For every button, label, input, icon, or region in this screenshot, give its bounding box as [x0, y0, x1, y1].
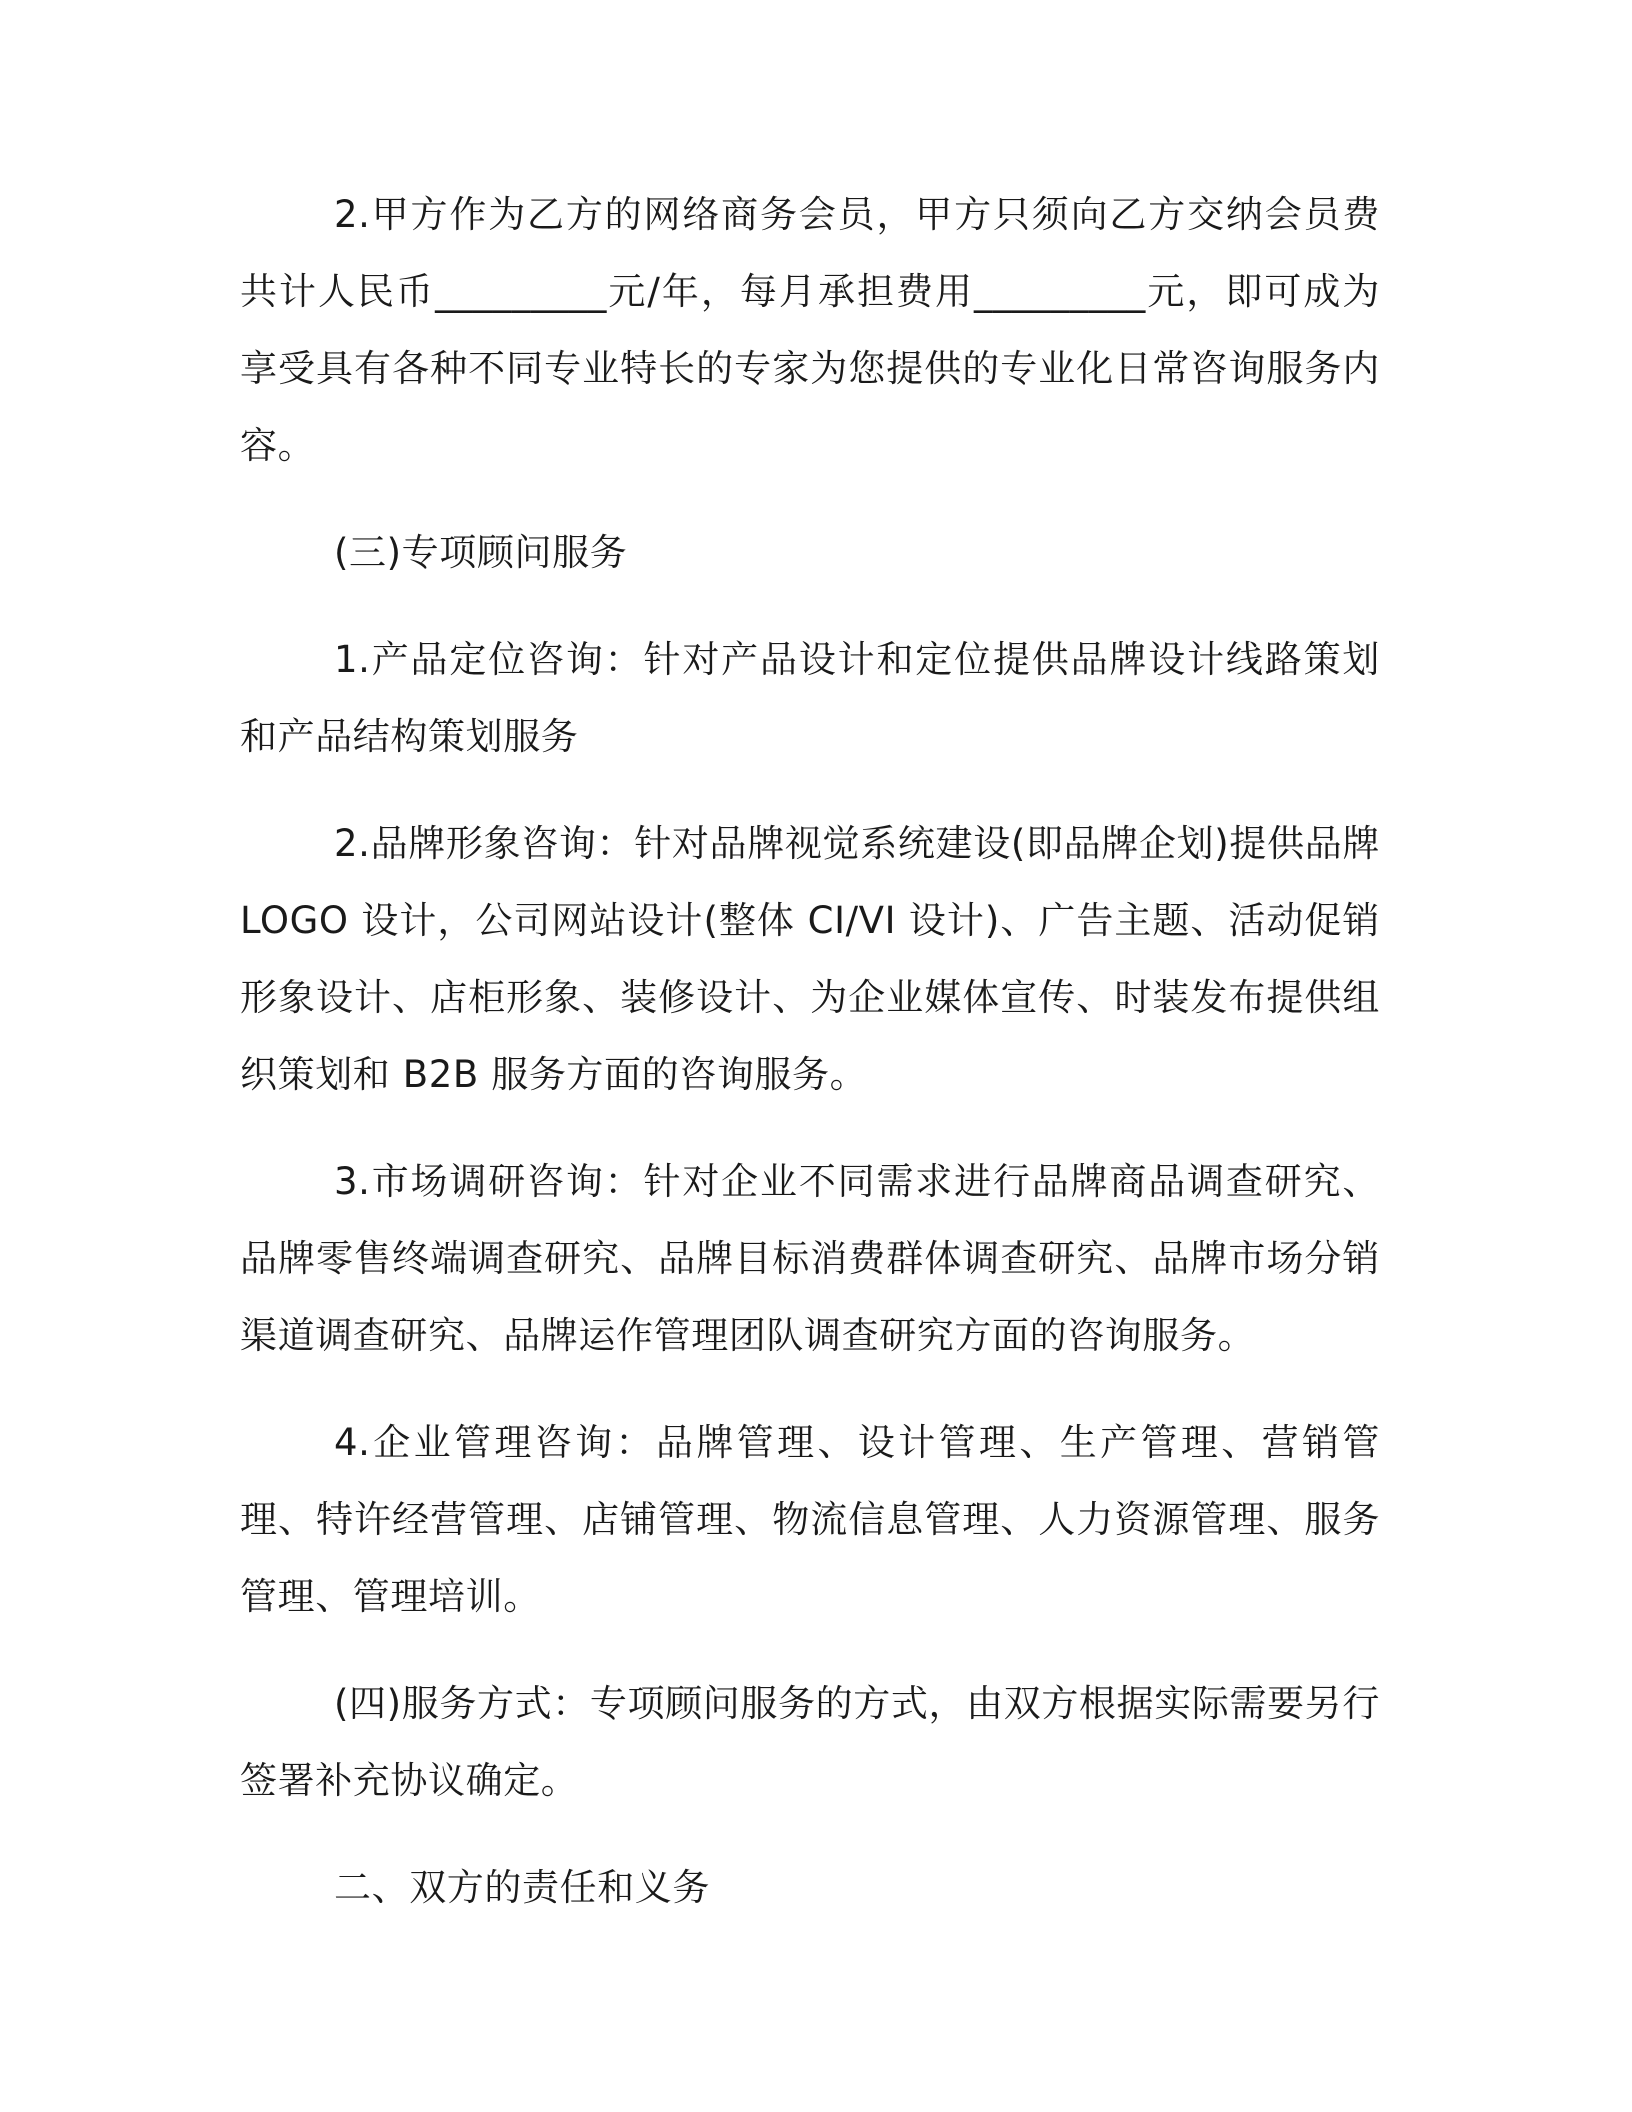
- section-heading-responsibilities: 二、双方的责任和义务: [334, 1866, 710, 1909]
- paragraph-market-research: 3.市场调研咨询：针对企业不同需求进行品牌商品调查研究、品牌零售终端调查研究、品牌目标消费群体调查研究、品牌市场分销渠道调查研究、品牌运作管理团队调查研究方面的咨询服务。: [240, 1160, 1380, 1357]
- paragraph-enterprise-management: 4.企业管理咨询：品牌管理、设计管理、生产管理、营销管理、特许经营管理、店铺管理、物流信息管理、人力资源管理、服务管理、管理培训。: [240, 1421, 1380, 1618]
- paragraph-product-positioning: 1.产品定位咨询：针对产品设计和定位提供品牌设计线路策划和产品结构策划服务: [240, 638, 1380, 758]
- document-body: [240, 176, 1380, 1956]
- section-heading-special-consulting: (三)专项顾问服务: [334, 531, 628, 574]
- paragraph-service-method: (四)服务方式：专项顾问服务的方式，由双方根据实际需要另行签署补充协议确定。: [240, 1682, 1380, 1802]
- paragraph-fee-clause: 2.甲方作为乙方的网络商务会员，甲方只须向乙方交纳会员费共计人民币_________元/年，每月承担费用_________元，即可成为享受具有各种不同专业特长的专家为您提供的专业化日常咨询服务内容。: [240, 193, 1380, 467]
- paragraph-brand-image: 2.品牌形象咨询：针对品牌视觉系统建设(即品牌企划)提供品牌LOGO 设计，公司网站设计(整体 CI/VI 设计)、广告主题、活动促销形象设计、店柜形象、装修设计、为企业媒体宣传、时装发布提供组织策划和 B2B 服务方面的咨询服务。: [240, 822, 1380, 1096]
